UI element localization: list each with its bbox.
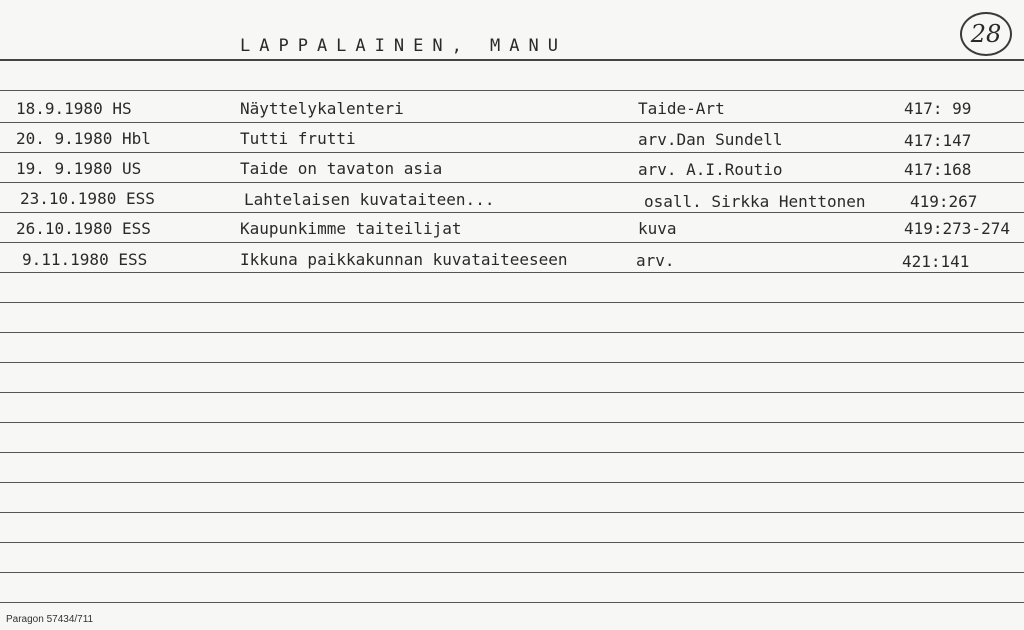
entry-ref: 417: 99 — [904, 99, 972, 118]
entry-title: Ikkuna paikkakunnan kuvataiteeseen — [240, 250, 568, 269]
entry-note: arv. A.I.Routio — [638, 160, 783, 179]
ruled-line — [0, 152, 1024, 153]
ruled-line — [0, 90, 1024, 91]
entry-date: 19. 9.1980 US — [16, 159, 142, 178]
entry-title: Näyttelykalenteri — [240, 99, 404, 118]
ruled-line — [0, 542, 1024, 543]
ruled-line — [0, 482, 1024, 483]
ruled-line — [0, 332, 1024, 333]
ruled-line — [0, 602, 1024, 603]
card-name-heading: LAPPALAINEN, MANU — [240, 36, 567, 56]
ruled-line — [0, 572, 1024, 573]
entry-title: Taide on tavaton asia — [240, 159, 443, 178]
entry-title: Lahtelaisen kuvataiteen... — [244, 190, 495, 209]
entry-note: kuva — [638, 219, 677, 238]
card-number-circled: 28 — [960, 12, 1012, 56]
ruled-line — [0, 512, 1024, 513]
ruled-line — [0, 422, 1024, 423]
entry-title: Kaupunkimme taiteilijat — [240, 219, 462, 238]
entry-note: arv.Dan Sundell — [638, 130, 783, 149]
entry-title: Tutti frutti — [240, 129, 356, 148]
entry-date: 23.10.1980 ESS — [20, 189, 155, 208]
entry-ref: 421:141 — [902, 252, 970, 271]
ruled-line — [0, 362, 1024, 363]
entry-date: 9.11.1980 ESS — [22, 250, 148, 269]
ruled-line — [0, 242, 1024, 243]
entry-date: 18.9.1980 HS — [16, 99, 132, 118]
entry-note: arv. — [636, 251, 675, 270]
entry-ref: 417:147 — [904, 131, 972, 150]
ruled-line — [0, 452, 1024, 453]
card-footer-label: Paragon 57434/711 — [6, 614, 94, 625]
ruled-line — [0, 182, 1024, 183]
ruled-line — [0, 59, 1024, 61]
entry-date: 20. 9.1980 Hbl — [16, 129, 151, 148]
entry-note: osall. Sirkka Henttonen — [644, 192, 866, 211]
entry-date: 26.10.1980 ESS — [16, 219, 151, 238]
ruled-line — [0, 302, 1024, 303]
entry-ref: 419:273-274 — [904, 219, 1010, 238]
ruled-line — [0, 392, 1024, 393]
entry-note: Taide-Art — [638, 99, 725, 118]
ruled-line — [0, 272, 1024, 273]
entry-ref: 419:267 — [910, 192, 978, 211]
ruled-line — [0, 212, 1024, 213]
entry-ref: 417:168 — [904, 160, 972, 179]
ruled-line — [0, 122, 1024, 123]
